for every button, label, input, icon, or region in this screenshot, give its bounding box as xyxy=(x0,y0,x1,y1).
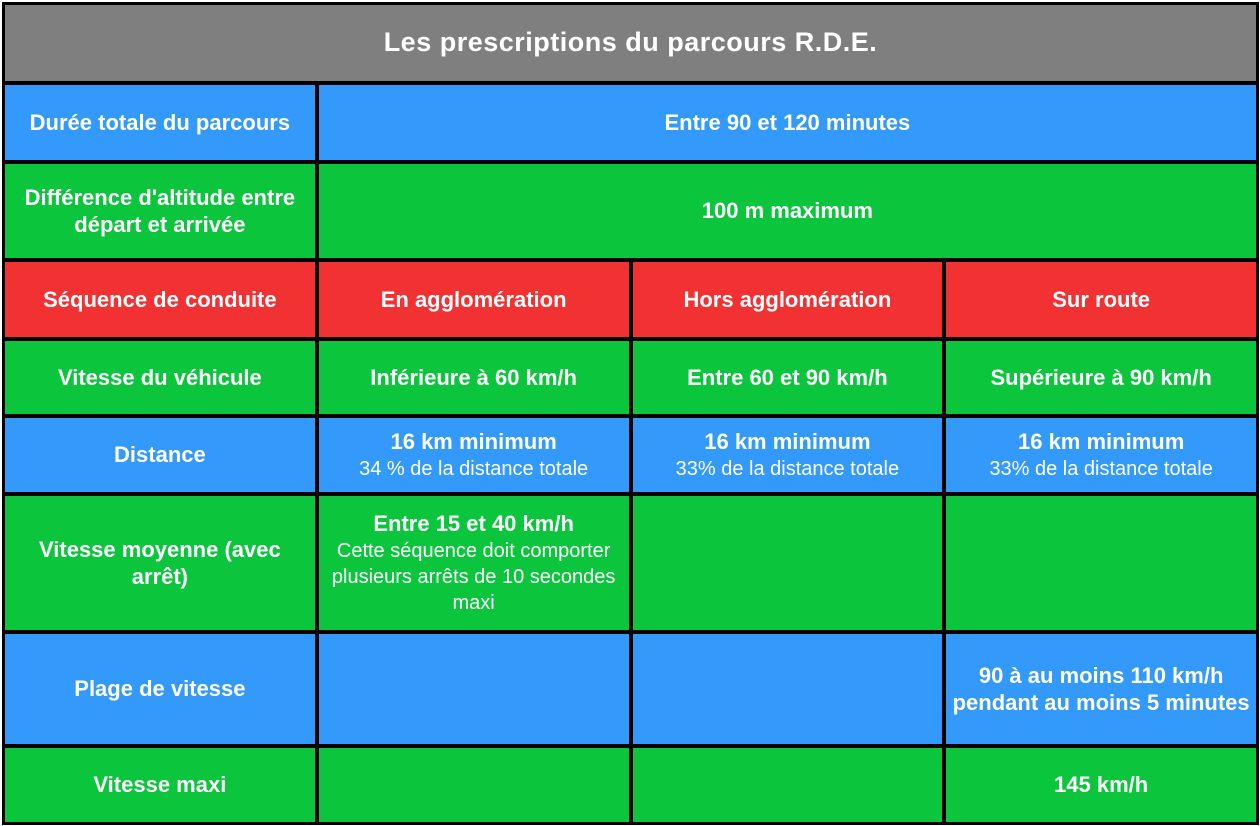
vitesse-moyenne-en-agglomeration xyxy=(319,496,629,630)
row-duree-value: Entre 90 et 120 minutes xyxy=(319,85,1256,160)
vitesse-maxi-sur-route: 145 km/h xyxy=(946,748,1256,822)
plage-vitesse-sur-route: 90 à au moins 110 km/h pendant au moins 5 minutes xyxy=(946,634,1256,744)
distance-en-agglomeration-sub: 34 % de la distance totale xyxy=(359,457,589,480)
plage-vitesse-hors-agglomeration xyxy=(633,634,943,744)
vitesse-maxi-en-agglomeration xyxy=(319,748,629,822)
distance-sur-route xyxy=(946,418,1256,492)
rde-prescriptions-table xyxy=(2,2,1259,825)
distance-hors-agglomeration-sub: 33% de la distance totale xyxy=(675,457,900,480)
vitesse-vehicule-hors-agglomeration: Entre 60 et 90 km/h xyxy=(633,341,943,414)
vitesse-maxi-hors-agglomeration xyxy=(633,748,943,822)
vitesse-vehicule-en-agglomeration: Inférieure à 60 km/h xyxy=(319,341,629,414)
distance-en-agglomeration xyxy=(319,418,629,492)
row-distance-label: Distance xyxy=(5,418,315,492)
distance-sur-route-main: 16 km minimum xyxy=(1017,429,1185,455)
distance-hors-agglomeration xyxy=(633,418,943,492)
vitesse-moyenne-hors-agglomeration xyxy=(633,496,943,630)
row-altitude-label: Différence d'altitude entre départ et arrivée xyxy=(5,164,315,258)
row-plage-vitesse-label: Plage de vitesse xyxy=(5,634,315,744)
plage-vitesse-en-agglomeration xyxy=(319,634,629,744)
distance-sur-route-sub: 33% de la distance totale xyxy=(989,457,1213,480)
sequence-sur-route: Sur route xyxy=(946,262,1256,337)
row-vitesse-moyenne-label: Vitesse moyenne (avec arrêt) xyxy=(5,496,315,630)
distance-en-agglomeration-main: 16 km minimum xyxy=(390,429,557,455)
row-sequence-label: Séquence de conduite xyxy=(5,262,315,337)
vitesse-vehicule-sur-route: Supérieure à 90 km/h xyxy=(946,341,1256,414)
vitesse-moyenne-sur-route xyxy=(946,496,1256,630)
vitesse-moyenne-en-agglomeration-sub: Cette séquence doit comporter plusieurs arrêts de 10 secondes maxi xyxy=(331,539,616,614)
row-duree-label: Durée totale du parcours xyxy=(5,85,315,160)
sequence-en-agglomeration: En agglomération xyxy=(319,262,629,337)
vitesse-moyenne-en-agglomeration-main: Entre 15 et 40 km/h xyxy=(373,511,574,537)
row-vitesse-maxi-label: Vitesse maxi xyxy=(5,748,315,822)
row-vitesse-vehicule-label: Vitesse du véhicule xyxy=(5,341,315,414)
distance-hors-agglomeration-main: 16 km minimum xyxy=(704,429,871,455)
row-altitude-value: 100 m maximum xyxy=(319,164,1256,258)
table-title: Les prescriptions du parcours R.D.E. xyxy=(5,5,1256,81)
sequence-hors-agglomeration: Hors agglomération xyxy=(633,262,943,337)
